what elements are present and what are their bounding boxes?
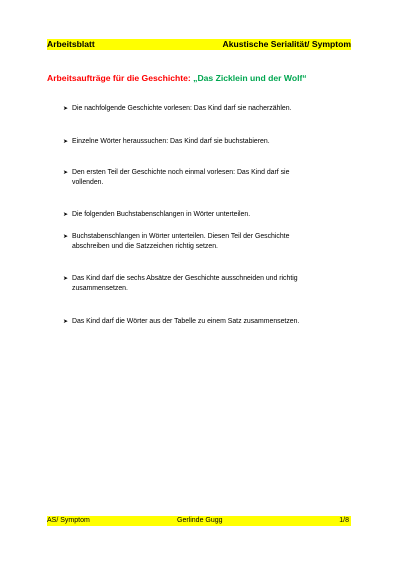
title-story-name: „Das Zicklein und der Wolf“ — [193, 73, 307, 83]
task-line: Einzelne Wörter heraussuchen: Das Kind darf sie buchstabieren. — [72, 138, 270, 145]
arrowhead-bullet-icon: ➤ — [63, 212, 69, 218]
task-line: Den ersten Teil der Geschichte noch einmal vorlesen: Das Kind darf sie — [72, 169, 290, 176]
arrowhead-bullet-icon: ➤ — [63, 139, 69, 145]
task-item-7 — [63, 317, 353, 327]
footer-left-label: AS/ Symptom — [47, 517, 90, 524]
header-left-label: Arbeitsblatt — [47, 39, 95, 49]
arrowhead-bullet-icon: ➤ — [63, 106, 69, 112]
task-line: Das Kind darf die sechs Absätze der Geschichte ausschneiden und richtig — [72, 275, 298, 282]
task-line: Die folgenden Buchstabenschlangen in Wörter unterteilen. — [72, 211, 251, 218]
arrowhead-bullet-icon: ➤ — [63, 170, 69, 176]
page-title — [47, 73, 307, 84]
footer-author: Gerlinde Gugg — [177, 517, 223, 524]
task-line: zusammensetzen. — [72, 285, 128, 292]
arrowhead-bullet-icon: ➤ — [63, 276, 69, 282]
task-item-1 — [63, 104, 353, 114]
arrowhead-bullet-icon: ➤ — [63, 319, 69, 325]
task-item-6 — [63, 274, 353, 294]
header-right-label: Akustische Serialität/ Symptom — [222, 39, 351, 49]
title-prefix: Arbeitsaufträge für die Geschichte: — [47, 73, 194, 83]
footer-bar — [47, 516, 351, 526]
task-item-3 — [63, 168, 353, 188]
task-line: abschreiben und die Satzzeichen richtig setzen. — [72, 243, 218, 250]
task-item-4 — [63, 210, 353, 220]
task-line: vollenden. — [72, 179, 104, 186]
task-line: Das Kind darf die Wörter aus der Tabelle zu einem Satz zusammensetzen. — [72, 318, 300, 325]
task-line: Buchstabenschlangen in Wörter unterteilen. Diesen Teil der Geschichte — [72, 233, 290, 240]
task-item-5 — [63, 232, 353, 252]
page-number: 1/8 — [339, 517, 349, 524]
arrowhead-bullet-icon: ➤ — [63, 234, 69, 240]
header-bar — [47, 39, 351, 50]
task-line: Die nachfolgende Geschichte vorlesen: Das Kind darf sie nacherzählen. — [72, 105, 292, 112]
task-item-2 — [63, 137, 353, 147]
